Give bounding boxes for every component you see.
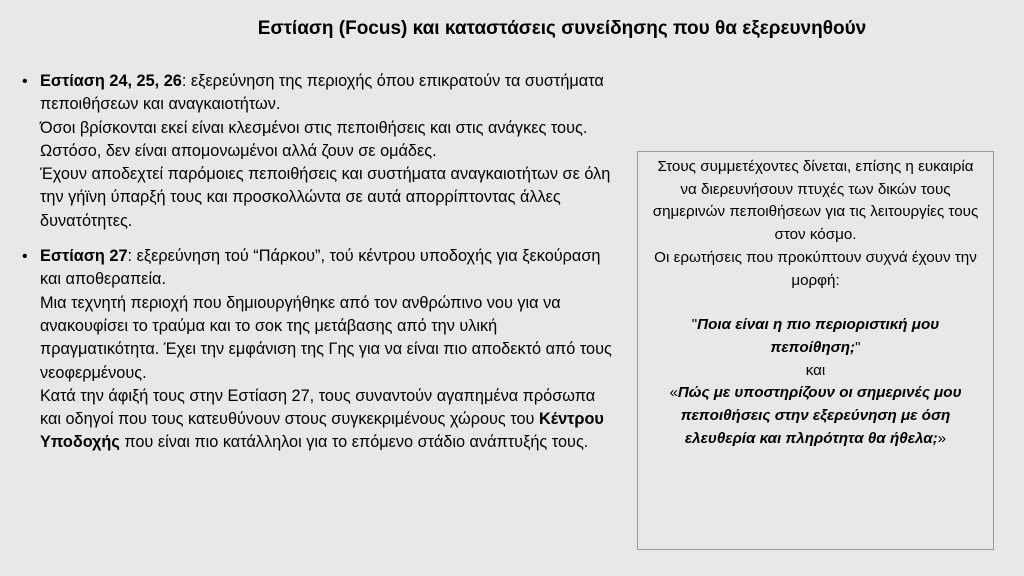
questions-box bbox=[637, 151, 994, 550]
slide-title: Εστίαση (Focus) και καταστάσεις συνείδησης που θα εξερευνηθούν bbox=[257, 18, 867, 39]
question-1 bbox=[648, 314, 983, 359]
bullet-heading-text: : εξερεύνηση τού “Πάρκου”, τού κέντρου υποδοχής για ξεκούραση και αποθεραπεία. bbox=[40, 247, 601, 289]
question-2-text: Πώς με υποστηρίζουν οι σημερινές μου πεποιθήσεις στην εξερεύνηση με όση ελευθερία και πληρότητα θα ήθελα; bbox=[677, 384, 962, 447]
bullet-paragraph: Όσοι βρίσκονται εκεί είναι κλεσμένοι στις πεποιθήσεις και στις ανάγκες τους. bbox=[40, 118, 588, 137]
bullet-text: που είναι πιο κατάλληλοι για το επόμενο στάδιο ανάπτυξής τους. bbox=[119, 433, 589, 452]
quote-close: " bbox=[855, 338, 861, 356]
quote-open: " bbox=[691, 316, 698, 334]
quote-open: « bbox=[669, 384, 678, 402]
question-2 bbox=[648, 382, 983, 450]
bullet-paragraph: Μια τεχνητή περιοχή που δημιουργήθηκε από τον ανθρώπινο νου για να ανακουφίσει το τραύμα και το σοκ της μετάβασης από την υλική πραγματικότητα. Έχει την εμφάνιση της Γης για να είναι πιο αποδεκτό από τους νεοφερμένους. bbox=[40, 293, 612, 382]
bullet-list bbox=[22, 70, 612, 455]
bullet-bold-heading: Εστίαση 27 bbox=[40, 247, 128, 266]
box-intro: Στους συμμετέχοντες δίνεται, επίσης η ευκαιρία να διερευνήσουν πτυχές των δικών τους σημερινών πεποιθήσεων για τις λειτουργίες τους στον κόσμο. bbox=[652, 158, 979, 244]
bullet-focus-27 bbox=[22, 245, 612, 455]
bullet-paragraph bbox=[40, 385, 612, 455]
question-1-text: Ποια είναι η πιο περιοριστική μου πεποίθηση; bbox=[697, 316, 940, 356]
bullet-bold-heading: Εστίαση 24, 25, 26 bbox=[40, 72, 182, 90]
bullet-paragraph: Ωστόσο, δεν είναι απομονωμένοι αλλά ζουν σε ομάδες. bbox=[40, 141, 437, 160]
spacer bbox=[648, 292, 983, 314]
conjunction: και bbox=[805, 361, 826, 379]
bullet-text: Κατά την άφιξή τους στην Εστίαση 27, τους συναντούν αγαπημένα πρόσωπα και οδηγοί που τους κατευθύνουν στους συγκεκριμένους χώρους του bbox=[40, 386, 596, 429]
bullet-paragraph: Έχουν αποδεχτεί παρόμοιες πεποιθήσεις και συστήματα αναγκαιοτήτων σε όλη την γήϊνη ύπαρξή τους και προσκολλώντα σε αυτά απορρίπτοντας άλλες δυνατότητες. bbox=[40, 165, 611, 230]
bullet-heading bbox=[40, 70, 612, 117]
bullet-heading bbox=[40, 245, 612, 292]
bullet-dot-icon: • bbox=[22, 73, 28, 90]
quote-close: » bbox=[937, 429, 947, 447]
bullet-bold-text: Κέντρου Υποδοχής bbox=[40, 410, 604, 452]
box-intro-2: Οι ερωτήσεις που προκύπτουν συχνά έχουν την μορφή: bbox=[654, 248, 977, 289]
bullet-dot-icon: • bbox=[22, 248, 28, 266]
bullet-focus-24-26 bbox=[22, 70, 612, 233]
bullet-heading-text: : εξερεύνηση της περιοχής όπου επικρατούν τα συστήματα πεποιθήσεων και αναγκαιοτήτων. bbox=[40, 72, 604, 114]
